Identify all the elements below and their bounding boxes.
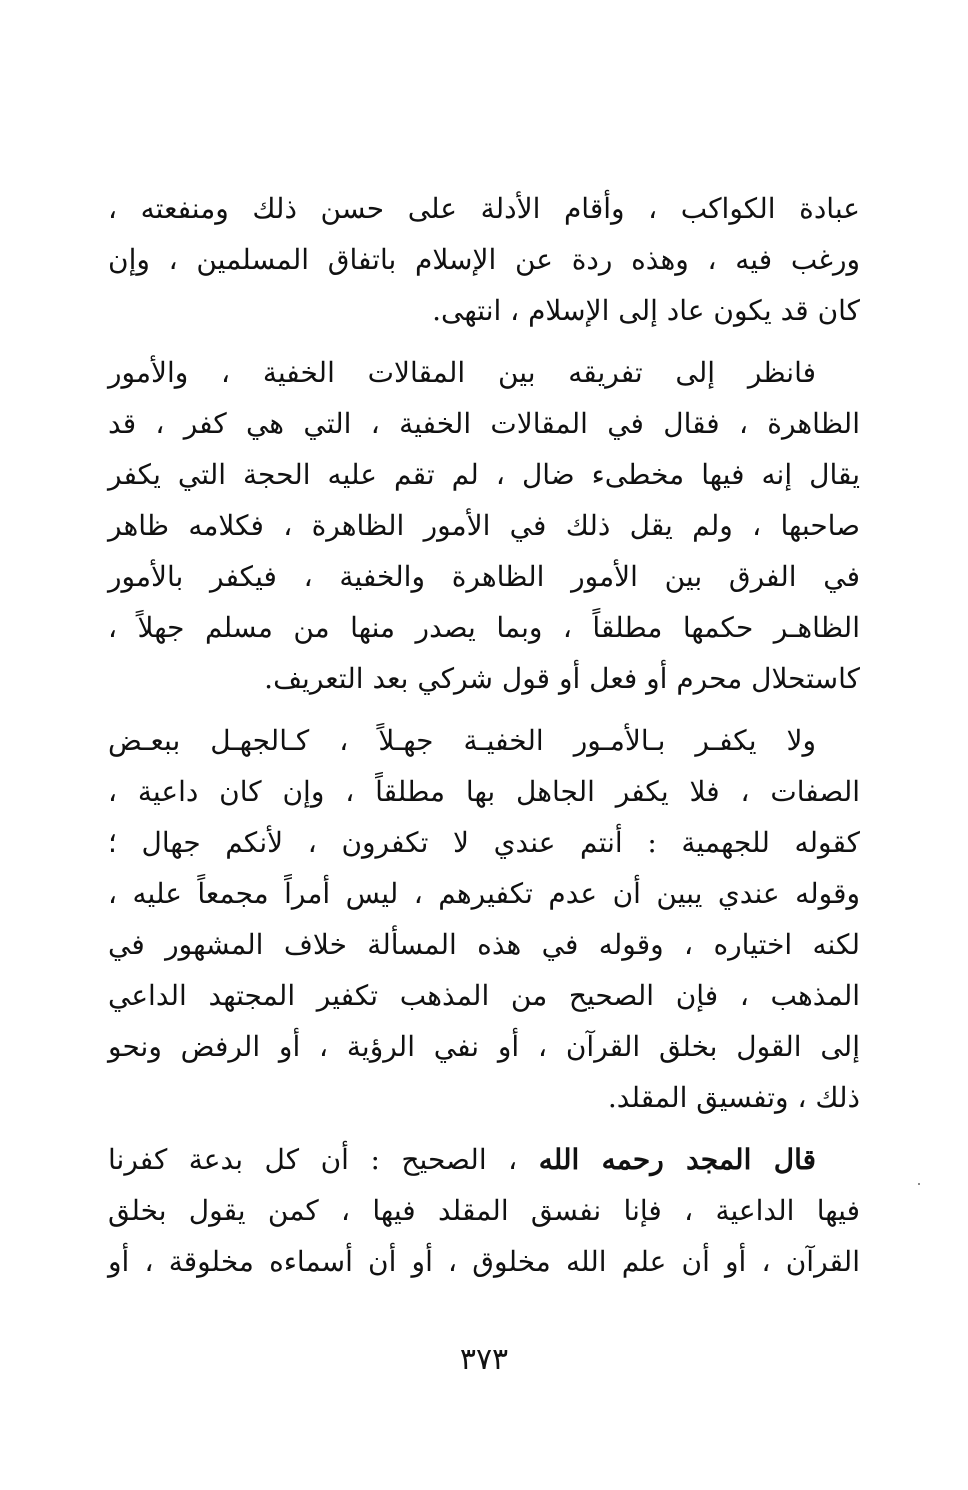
paragraph-4 (108, 1134, 860, 1287)
text-line: عبادة الكواكب ، وأقام الأدلة على حسن ذلك ومنفعته ، (108, 192, 860, 225)
page-number: ٣٧٣ (459, 1342, 509, 1377)
text-line: الظاهرة ، فقال في المقالات الخفية ، التي هي كفر ، قد (108, 407, 860, 440)
paragraph-2 (108, 347, 860, 704)
text-line: في الفرق بين الأمور الظاهرة والخفية ، فيكفر بالأمور (108, 560, 860, 593)
text-line: المذهب ، فإن الصحيح من المذهب تكفير المجتهد الداعي (108, 979, 860, 1012)
text-line: ولا يكفـر بـالأمـور الخفيـة جهـلاً ، كـالجهـل ببعـض (108, 724, 816, 757)
text-line: وقوله عندي يبين أن عدم تكفيرهم ، ليس أمراً مجمعاً عليه ، (108, 877, 860, 910)
text-line: فيها الداعية ، فإنا نفسق المقلد فيها ، كمن يقول بخلق (108, 1194, 860, 1227)
text-line: القرآن ، أو أن علم الله مخلوق ، أو أن أسماءه مخلوقة ، أو (108, 1245, 860, 1278)
margin-speck (918, 1183, 920, 1185)
lead-line-rest: ، الصحيح : أن كل بدعة كفرنا (108, 1143, 518, 1176)
paragraph-gap (108, 1123, 860, 1134)
text-line: كقوله للجهمية : أنتم عندي لا تكفرون ، لأنكم جهال ؛ (108, 826, 860, 859)
text-line: الظاهـر حكمها مطلقاً ، وبما يصدر منها من مسلم جهلاً ، (108, 611, 860, 644)
text-line (108, 1134, 860, 1185)
text-line: إلى القول بخلق القرآن ، أو نفي الرؤية ، أو الرفض ونحو (108, 1030, 860, 1063)
paragraph-gap (108, 336, 860, 347)
text-line: كاستحلال محرم أو فعل أو قول شركي بعد التعريف. (264, 662, 860, 695)
text-line: صاحبها ، ولم يقل ذلك في الأمور الظاهرة ، فكلامه ظاهر (108, 509, 860, 542)
text-line: لكنه اختياره ، وقوله في هذه المسألة خلاف المشهور في (108, 928, 860, 961)
bold-lead-phrase: قال المجد رحمه الله (538, 1143, 816, 1176)
page-body (108, 183, 860, 1287)
text-line: كان قد يكون عاد إلى الإسلام ، انتهى. (432, 294, 860, 327)
paragraph-3 (108, 715, 860, 1123)
paragraph-1 (108, 183, 860, 336)
text-line: فانظر إلى تفريقه بين المقالات الخفية ، والأمور (108, 356, 816, 389)
text-line: ورغب فيه ، وهذه ردة عن الإسلام باتفاق المسلمين ، وإن (108, 243, 860, 276)
text-line: ذلك ، وتفسيق المقلد. (607, 1081, 860, 1114)
text-line: الصفات ، فلا يكفر الجاهل بها مطلقاً ، وإن كان داعية ، (108, 775, 860, 808)
paragraph-gap (108, 704, 860, 715)
text-line: يقال إنه فيها مخطىء ضال ، لم تقم عليه الحجة التي يكفر (108, 458, 860, 491)
